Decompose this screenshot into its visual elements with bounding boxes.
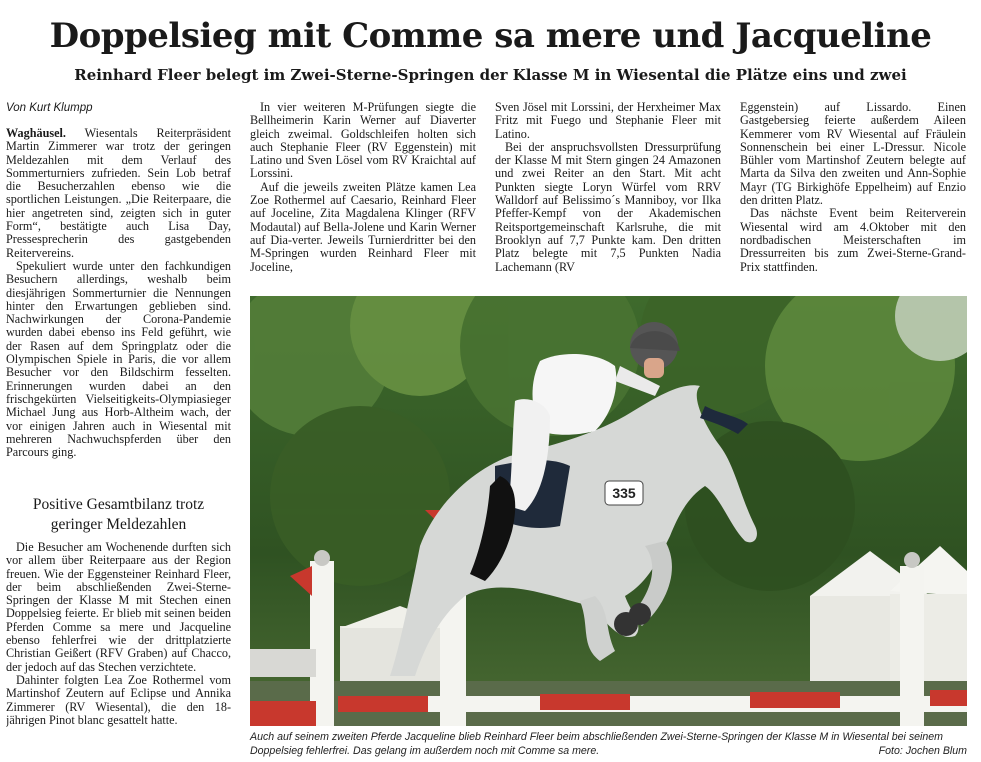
dateline: Waghäusel. — [6, 127, 66, 140]
subheadline: Reinhard Fleer belegt im Zwei-Sterne-Springen der Klasse M in Wiesental die Plätze eins und zwei — [74, 66, 907, 84]
bib-number: 335 — [612, 485, 636, 501]
paragraph: Bei der anspruchsvollsten Dressurprüfung der Klasse M mit Stern gingen 24 Amazonen und zwei Reiter an den Start. Mit acht Punkten siegte Loryn Würfel vom RRV Walldorf auf Belissimo´s Manniboy, vor Ilka Pfeffer-Kempf von der Akademischen Reitsportgemeinschaft Karlsruhe, die mit Brooklyn auf 7,7 Punkte kam. Den dritten Platz belegte mit 7,5 Punkten Nadia Lachemann (RV — [495, 139, 721, 274]
paragraph: In vier weiteren M-Prüfungen siegte die Bellheimerin Karin Werner auf Diaverter gleich zweimal. Goldschleifen holten sich auch Stephanie Fleer (RV Eggenstein) mit Latino und Sven Lösel vom RV Kraichtal auf Lorssini. — [250, 101, 476, 181]
paragraph: Dahinter folgten Lea Zoe Rothermel vom Martinshof Zeutern auf Eclipse und Annika Zimmerer (RV Wiesental), die den 18-jährigen Pinot blanc gesattelt hatte. — [6, 672, 231, 727]
show-jumping-photo — [250, 296, 967, 726]
paragraph: Eggenstein) auf Lissardo. Einen Gastgebersieg feierte außerdem Aileen Kemmerer vom RV Wiesental auf Fräulein Sonnenschein bei einer L-Dressur. Nicole Bühler vom Martinshof Zeutern belegte auf Marta da Silva den zweiten und Ann-Sophie Mayr (TG Birkighöfe Eppelheim) auf Enzio den dritten Platz. — [740, 101, 966, 208]
paragraph: Die Besucher am Wochenende durften sich vor allem über Reiterpaare aus der Region freuen. Wie der Eggensteiner Reinhard Fleer, der beim abschließenden Zwei-Sterne-Springen der Klasse M mit Stechen einen Doppelsieg feierte. Er blieb mit seinen beiden Pferden Comme sa mere und Jacqueline ebenso fehlerfrei wie der drittplatzierte Christian Geißert (RFV Graben) auf Chacco, der jedoch auf das Stechen verzichtete. — [6, 541, 231, 674]
paragraph: Das nächste Event beim Reiterverein Wiesental wird am 4.Oktober mit den nordbadischen Meisterschaften im Dressurreiten bis zum Zwei-Sterne-Grand-Prix stattfinden. — [740, 206, 966, 274]
paragraph — [6, 127, 231, 260]
paragraph: Auf die jeweils zweiten Plätze kamen Lea Zoe Rothermel auf Caesario, Reinhard Fleer auf Joceline, Zita Magdalena Klinger (RFV Modautal) auf Bella-Jolene und Karin Werner auf Dia-verter. Jeweils Turnierdritter bei den M-Springen wurden Reinhard Fleer mit Joceline, — [250, 179, 476, 274]
paragraph-text: Wiesentals Reiterpräsident Martin Zimmerer war trotz der geringen Meldezahlen mit dem Verlauf des Sommerturniers zufrieden. Sein Lob betraf die Besucherzahlen ebenso wie die sportlichen Leistungen. „Die Reiterpaare, die hier angetreten sind, zeigten sich in guter Form“, bestätigte auch Lisa Day, Pressesprecherin des gastgebenden Reitervereins. — [6, 127, 231, 260]
article-column-2 — [250, 101, 476, 287]
photo-caption: Auch auf seinem zweiten Pferde Jacqueline blieb Reinhard Fleer beim abschließenden Zwei-Sterne-Springen der Klasse M in Wiesental bei seinem Doppelsieg fehlerfrei. Das gelang im außerdem noch mit Comme sa mere. — [250, 731, 943, 757]
paragraph: Spekuliert wurde unter den fachkundigen Besuchern allerdings, weshalb beim diesjährigen Sommerturnier die Nennungen hinter den Erwartungen geblieben sind. Nachwirkungen der Corona-Pandemie wurden dabei ebenso ins Feld geführt, wie der Rasen auf dem Springplatz oder die Olympischen Spiele in Paris, die vor allem Besucher vor den Bildschirm fesselten. Erinnerungen wurden dabei an den frischgekürten Vielseitigkeits-Olympiasieger Michael Jung aus Horb-Altheim wach, der vor einigen Jahren auch in Wiesental mit mehreren Nachwuchspferden über den Parcours ging. — [6, 258, 231, 460]
intertitle: Positive Gesamtbilanz trotz geringer Meldezahlen — [32, 496, 205, 533]
headline: Doppelsieg mit Comme sa mere und Jacqueline — [49, 16, 932, 56]
article-column-3 — [495, 101, 721, 287]
article-column-1 — [6, 127, 231, 487]
article-column-4 — [740, 101, 966, 287]
photo-credit: Foto: Jochen Blum — [878, 745, 967, 757]
paragraph: Sven Jösel mit Lorssini, der Herxheimer Max Fritz mit Fuego und Stephanie Fleer mit Latino. — [495, 101, 721, 141]
photo-illustration — [250, 296, 967, 726]
byline: Von Kurt Klumpp — [6, 102, 93, 114]
article-column-1-continued — [6, 541, 231, 761]
